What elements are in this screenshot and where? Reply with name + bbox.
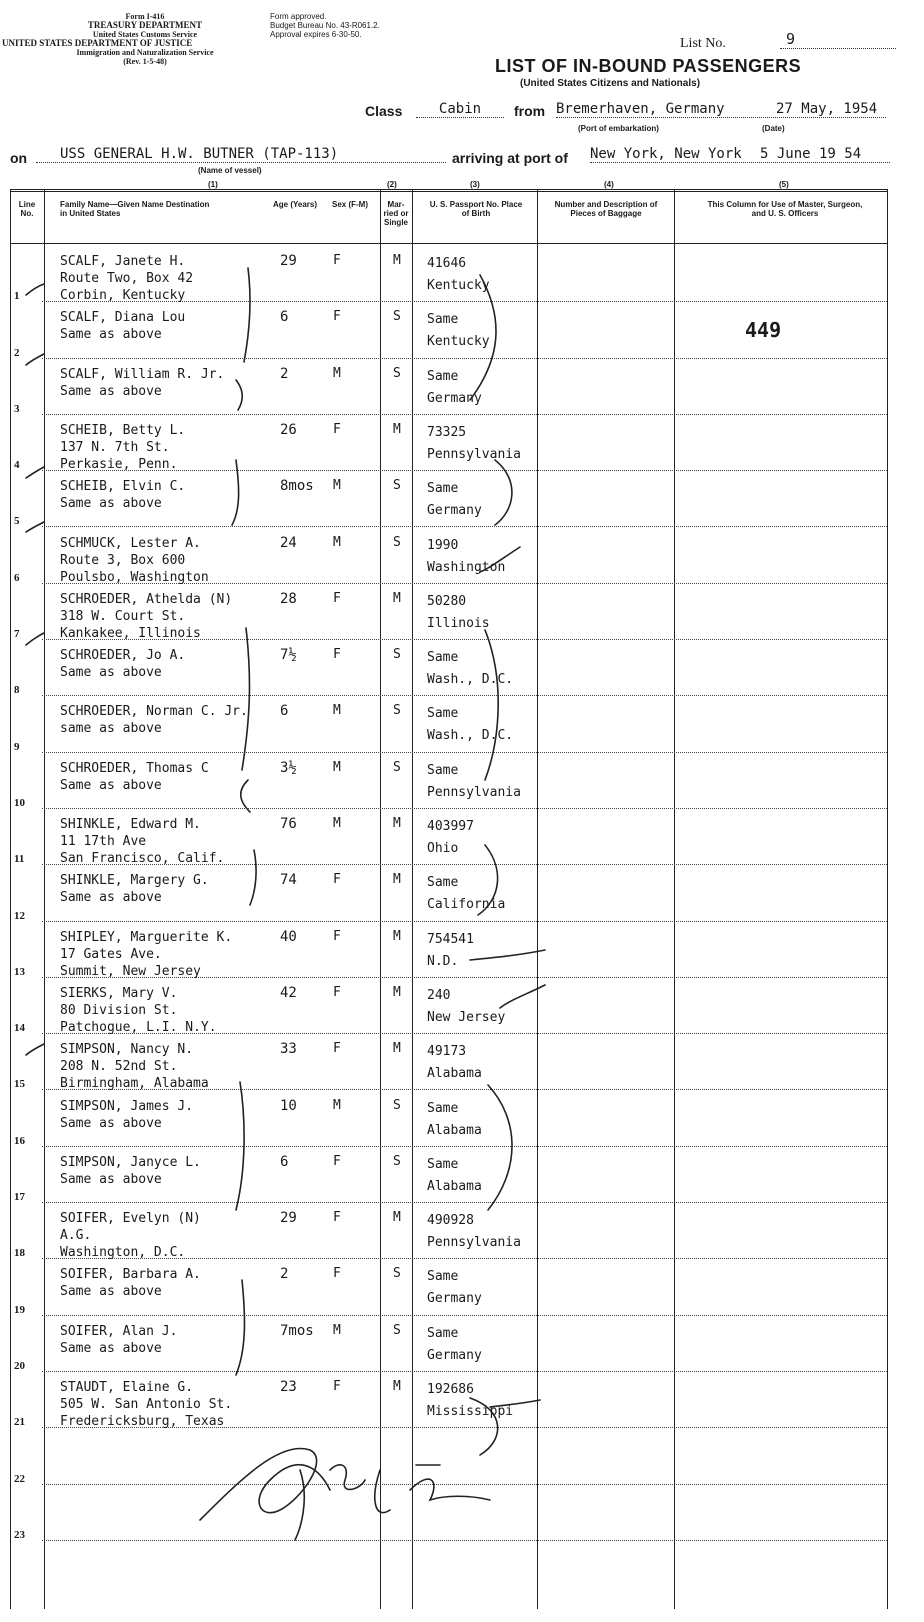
col-num-2: (2) [387,180,397,189]
table-row [10,809,887,865]
line-number: 3 [14,402,20,415]
destination-line-1: 17 Gates Ave. [60,946,162,962]
list-no-value [780,30,896,49]
header-passport: U. S. Passport No. Place of Birth [429,200,523,218]
table-row [10,1428,887,1484]
passenger-entry [60,1154,201,1188]
sex: F [333,309,341,325]
destination-line-2: Birmingham, Alabama [60,1076,209,1092]
passport-number: Same [427,706,459,722]
sex: M [333,365,341,381]
place-of-birth: Germany [427,1291,482,1307]
age: 7mos [280,1322,314,1339]
passenger-entry [60,253,193,304]
marital-status: S [393,647,401,663]
agency-header [2,12,280,66]
passenger-entry [60,1323,177,1357]
ins-service: Immigration and Naturalization Service [76,48,214,57]
sex: F [333,647,341,663]
table-row [10,584,887,640]
page-title: LIST OF IN-BOUND PASSENGERS [495,56,802,76]
destination-line-2: Corbin, Kentucky [60,288,186,303]
treasury-dept: TREASURY DEPARTMENT [87,20,203,30]
passport-number: 50280 [427,593,467,609]
passport-entry [427,1266,482,1310]
destination-line-1: 318 W. Court St. [60,608,186,624]
destination-line-1: 11 17th Ave [60,834,147,849]
header-sex: Sex (F-M) [332,200,368,209]
embarkation-date: 27 May, 1954 [776,101,878,117]
vessel-name [36,146,446,163]
marital-status: M [393,984,401,1000]
from-label: from [514,103,546,119]
sex: F [333,984,341,1000]
passport-number: Same [427,1156,459,1172]
line-number: 2 [14,346,20,359]
table-row [10,753,887,809]
arrival-line [590,146,890,163]
col-num-4: (4) [604,180,614,189]
destination-line-1: A.G. [60,1228,92,1244]
place-of-birth: Germany [427,1347,482,1363]
marital-status: M [393,928,401,944]
passenger-entry [60,1266,201,1300]
destination-line-1: 208 N. 52nd St. [60,1059,178,1075]
col-num-1: (1) [208,180,218,189]
sex: F [333,253,341,268]
passenger-entry [60,1210,201,1261]
header-officers: This Column for Use of Master, Surgeon, and U. S. Officers [707,200,863,218]
passenger-name: SCALF, Janete H. [60,254,186,269]
place-of-birth: Mississippi [427,1404,514,1419]
passport-entry [427,647,513,691]
passenger-entry [60,1098,193,1132]
passenger-name: SCHROEDER, Norman C. Jr. [60,704,248,720]
destination-line-1: Route 3, Box 600 [60,552,186,568]
place-of-birth: Wash., D.C. [427,728,514,744]
place-of-birth: Pennsylvania [427,784,521,800]
line-number: 4 [14,459,20,472]
table-row [10,1485,887,1541]
passenger-name: SHINKLE, Edward M. [60,817,201,832]
header-baggage: Number and Description of Pieces of Baggage [554,200,658,218]
place-of-birth: Kentucky [427,334,490,350]
passport-number: 1990 [427,537,459,553]
destination-line-2: Same as above [60,665,162,681]
line-number: 5 [14,515,20,528]
age: 29 [280,253,297,269]
embarkation-port: Bremerhaven, Germany [556,101,725,117]
destination-line-2: Same as above [60,890,162,906]
vessel-caption: (Name of vessel) [198,166,262,175]
table-row [10,246,887,302]
arriving-label: arriving at port of [452,150,568,166]
line-number: 17 [14,1191,25,1204]
passenger-name: SIMPSON, James J. [60,1098,194,1114]
passenger-name: SCHROEDER, Thomas C [60,760,209,776]
passenger-name: SCALF, Diana Lou [60,310,186,326]
age: 2 [280,365,289,382]
destination-line-1: 137 N. 7th St. [60,439,170,455]
line-number: 6 [14,571,20,584]
passenger-name: STAUDT, Elaine G. [60,1380,194,1395]
marital-status: M [393,1379,401,1394]
age: 6 [280,703,289,720]
age: 24 [280,534,297,551]
col-num-3: (3) [470,180,480,189]
marital-status: S [393,534,401,550]
passenger-name: SOIFER, Barbara A. [60,1267,201,1283]
age: 26 [280,421,297,438]
col-num-5: (5) [779,180,789,189]
passenger-entry [60,1041,209,1092]
passenger-name: SIMPSON, Nancy N. [60,1042,194,1058]
age: 6 [280,1153,289,1170]
passenger-name: SIERKS, Mary V. [60,985,178,1001]
table-row [10,978,887,1034]
age: 76 [280,816,297,832]
passenger-name: SOIFER, Alan J. [60,1323,178,1339]
table-row [10,696,887,752]
destination-line-2: same as above [60,721,162,737]
passenger-name: SCHEIB, Betty L. [60,422,186,438]
passport-entry [427,1323,482,1367]
age: 8mos [280,478,314,495]
passenger-entry [60,985,217,1036]
sex: M [333,1322,341,1338]
table-row [10,1147,887,1203]
passport-entry [427,366,482,410]
passport-entry [427,929,474,973]
sex: F [333,1041,341,1057]
on-label: on [10,150,28,166]
passport-number: Same [427,1269,459,1285]
line-number: 19 [14,1303,25,1316]
sex: F [333,928,341,944]
marital-status: M [393,421,401,437]
date-caption: (Date) [762,124,785,133]
destination-line-1: Route Two, Box 42 [60,271,194,286]
list-no-text: 9 [786,30,796,48]
header-age: Age (Years) [272,200,318,209]
passport-entry [427,478,482,522]
place-of-birth: Pennsylvania [427,446,521,462]
place-of-birth: Pennsylvania [427,1235,521,1251]
sex: M [333,478,341,494]
place-of-birth: Wash., D.C. [427,672,514,688]
place-of-birth: Alabama [427,1178,482,1194]
sex: M [333,816,341,831]
line-number: 15 [14,1078,25,1091]
table-row [10,1259,887,1315]
header-married: Mar-ried or Single [383,200,409,227]
passport-number: 490928 [427,1213,474,1229]
line-number: 11 [14,853,25,866]
form-number: Form I-416 [125,12,165,21]
approval-line-1: Form approved. [270,12,327,21]
passport-number: 49173 [427,1044,467,1060]
passport-number: Same [427,312,459,328]
age: 33 [280,1041,297,1058]
passenger-entry [60,760,209,794]
passport-number: Same [427,1325,459,1341]
marital-status: S [393,1153,401,1169]
line-number: 12 [14,909,25,922]
class-label: Class [365,103,403,119]
line-number: 10 [14,796,25,809]
marital-status: M [393,816,401,831]
age: 40 [280,928,297,945]
embarkation-line [556,101,886,118]
passenger-entry [60,478,185,512]
destination-line-2: Fredericksburg, Texas [60,1414,225,1429]
passport-entry [427,309,490,353]
passport-number: Same [427,1100,459,1116]
sex: M [333,703,341,719]
table-row [10,471,887,527]
line-number: 14 [14,1022,25,1035]
destination-line-2: Same as above [60,383,162,399]
line-number: 16 [14,1134,25,1147]
destination-line-2: Summit, New Jersey [60,963,201,979]
passport-number: Same [427,481,459,497]
passport-entry [427,1379,513,1423]
line-number: 9 [14,740,20,753]
destination-line-2: Washington, D.C. [60,1245,186,1261]
destination-line-1: 505 W. San Antonio St. [60,1397,233,1412]
marital-status: S [393,1266,401,1282]
destination-line-2: Patchogue, L.I. N.Y. [60,1019,217,1035]
passport-entry [427,816,474,860]
table-row [10,1203,887,1259]
revision: (Rev. 1-5-48) [123,57,167,66]
table-row [10,922,887,978]
passenger-name: SCHEIB, Elvin C. [60,479,186,495]
passport-number: 240 [427,987,451,1003]
passport-entry [427,1041,482,1085]
place-of-birth: California [427,897,506,913]
passenger-name: SCHROEDER, Jo A. [60,648,186,664]
passport-entry [427,872,505,916]
table-row [10,865,887,921]
port-embark-caption: (Port of embarkation) [578,124,659,133]
sex: F [333,1379,341,1394]
destination-line-1: 80 Division St. [60,1002,178,1018]
place-of-birth: Germany [427,503,482,519]
passenger-name: SHINKLE, Margery G. [60,873,209,889]
sex: M [333,1097,341,1113]
age: 7½ [280,647,297,664]
marital-status: M [393,872,401,888]
form-approval [270,12,380,39]
passenger-entry [60,1379,232,1430]
sex: F [333,1153,341,1169]
passport-number: 41646 [427,256,467,271]
passenger-entry [60,366,224,400]
passport-entry [427,591,490,635]
passenger-name: SHIPLEY, Marguerite K. [60,929,233,945]
officer-stamp-number: 449 [745,318,782,342]
age: 6 [280,309,289,326]
age: 23 [280,1379,297,1395]
passport-number: 403997 [427,819,474,834]
destination-line-2: Same as above [60,1340,162,1356]
age: 42 [280,984,297,1001]
passenger-name: SCHROEDER, Athelda (N) [60,591,233,607]
passport-entry [427,422,521,466]
age: 74 [280,872,297,889]
header-divider [10,243,887,244]
marital-status: M [393,253,401,268]
passenger-name: SCHMUCK, Lester A. [60,535,201,551]
destination-line-2: Poulsbo, Washington [60,569,209,585]
marital-status: S [393,1322,401,1338]
passenger-entry [60,816,224,867]
passport-entry [427,703,513,747]
sex: F [333,1210,341,1226]
sex: M [333,534,341,550]
class-value: Cabin [416,101,504,118]
arrival-port: New York, New York [590,146,742,162]
line-number: 7 [14,628,20,641]
place-of-birth: Ohio [427,841,459,856]
approval-line-2: Budget Bureau No. 43-R061.2. [270,21,380,30]
place-of-birth: New Jersey [427,1009,506,1025]
passport-number: 754541 [427,931,474,947]
destination-line-2: Same as above [60,1115,162,1131]
passenger-entry [60,309,185,343]
passenger-entry [60,703,248,737]
age: 10 [280,1097,297,1114]
header-name: Family Name—Given Name Destination in United States [60,200,210,218]
marital-status: S [393,1097,401,1113]
sex: F [333,590,341,606]
sex: F [333,872,341,888]
table-row [10,640,887,696]
passenger-entry [60,535,209,586]
passport-number: 192686 [427,1382,474,1397]
col-divider [887,189,888,1609]
line-number: 23 [14,1528,25,1541]
list-no-label: List No. [680,36,726,51]
table-row [10,359,887,415]
passport-entry [427,1154,482,1198]
passport-number: Same [427,368,459,384]
passport-number: Same [427,875,459,891]
destination-line-2: Same as above [60,327,162,343]
passenger-entry [60,872,209,906]
line-number: 18 [14,1247,25,1260]
destination-line-2: Same as above [60,777,162,793]
header-line-no: Line No. [18,200,36,218]
justice-dept: UNITED STATES DEPARTMENT OF JUSTICE [2,38,193,48]
passenger-name: SOIFER, Evelyn (N) [60,1211,201,1227]
line-number: 13 [14,965,25,978]
passport-entry [427,760,521,804]
passenger-name: SIMPSON, Janyce L. [60,1154,201,1170]
place-of-birth: Washington [427,559,506,575]
place-of-birth: Alabama [427,1122,482,1138]
place-of-birth: Illinois [427,615,490,631]
line-number: 20 [14,1359,25,1372]
place-of-birth: N.D. [427,953,459,969]
marital-status: M [393,590,401,606]
passenger-entry [60,422,185,473]
passenger-entry [60,647,185,681]
row-divider [42,1540,887,1541]
passenger-entry [60,591,232,642]
marital-status: M [393,1041,401,1057]
sex: F [333,1266,341,1282]
page-subtitle: (United States Citizens and Nationals) [520,78,701,89]
marital-status: S [393,759,401,775]
passport-number: 73325 [427,424,467,440]
marital-status: S [393,703,401,719]
marital-status: S [393,478,401,494]
age: 29 [280,1210,297,1227]
customs-service: United States Customs Service [92,30,198,39]
table-row [10,1091,887,1147]
line-number: 21 [14,1416,25,1429]
table-row [10,415,887,471]
passport-entry [427,535,505,579]
approval-line-3: Approval expires 6-30-50. [270,30,362,39]
marital-status: S [393,365,401,381]
age: 28 [280,590,297,607]
passport-entry [427,253,490,297]
age: 2 [280,1266,289,1283]
line-number: 22 [14,1472,25,1485]
destination-line-2: Same as above [60,1284,162,1300]
sex: M [333,759,341,775]
destination-line-2: Same as above [60,496,162,512]
age: 3½ [280,759,297,776]
destination-line-2: San Francisco, Calif. [60,851,225,866]
table-row [10,1316,887,1372]
sex: F [333,421,341,437]
destination-line-2: Same as above [60,1171,162,1187]
marital-status: M [393,1210,401,1226]
place-of-birth: Alabama [427,1066,482,1082]
passport-number: Same [427,762,459,778]
table-row [10,1372,887,1428]
passenger-name: SCALF, William R. Jr. [60,366,225,382]
marital-status: S [393,309,401,325]
passport-entry [427,985,505,1029]
arrival-date: 5 June 19 54 [760,146,862,162]
line-number: 8 [14,684,20,697]
passenger-entry [60,929,232,980]
place-of-birth: Germany [427,390,482,406]
passport-entry [427,1210,521,1254]
table-row [10,528,887,584]
vessel-text: USS GENERAL H.W. BUTNER (TAP-113) [60,146,339,162]
table-row [10,1034,887,1090]
destination-line-2: Perkasie, Penn. [60,456,178,472]
place-of-birth: Kentucky [427,278,490,293]
passport-entry [427,1098,482,1142]
destination-line-2: Kankakee, Illinois [60,625,201,641]
line-number: 1 [14,290,20,303]
passport-number: Same [427,650,459,666]
